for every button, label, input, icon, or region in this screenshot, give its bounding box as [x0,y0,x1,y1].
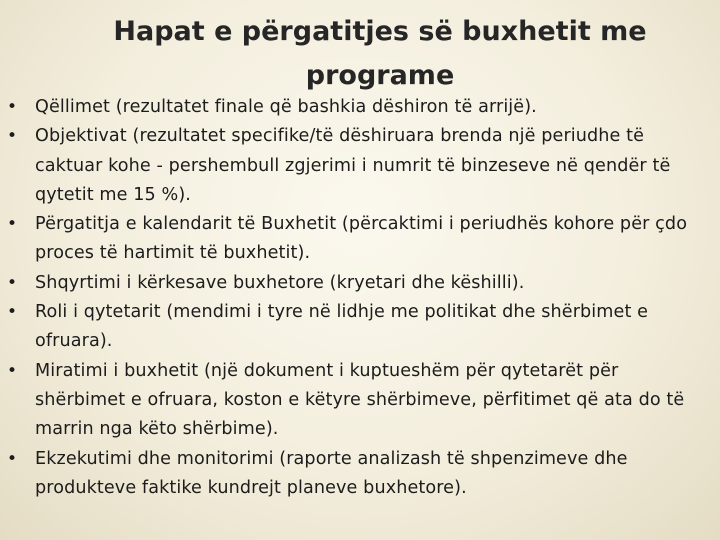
bullet-text: Miratimi i buxhetit (një dokument i kuptueshëm për qytetarët për shërbimet e ofruara, koston e këtyre shërbimeve, përfitimet që ata do të marrin nga këto shërbime). [35,360,685,440]
bullet-item [0,445,720,504]
bullet-text: Ekzekutimi dhe monitorimi (raporte analizash të shpenzimeve dhe produkteve faktike kundrejt planeve buxhetore). [35,448,628,498]
bullet-icon: • [7,97,18,117]
bullet-item [0,122,720,210]
bullet-icon: • [7,448,18,469]
bullet-text: Shqyrtimi i kërkesave buxhetore (kryetari dhe këshilli). [35,272,525,293]
bullet-item [0,298,720,357]
bullet-list [0,93,720,503]
bullet-text: Roli i qytetarit (mendimi i tyre në lidhje me politikat dhe shërbimet e ofruara). [35,302,649,352]
bullet-icon: • [7,214,18,235]
bullet-icon: • [7,360,18,381]
bullet-icon: • [7,272,18,293]
bullet-text: Qëllimet (rezultatet finale që bashkia dëshiron të arrijë). [35,97,537,117]
bullet-icon: • [7,302,18,323]
bullet-icon: • [7,126,18,147]
bullet-item [0,210,720,269]
bullet-text: Përgatitja e kalendarit të Buxhetit (përcaktimi i periudhës kohore për çdo proces të hartimit të buxhetit). [35,214,688,264]
slide-title: Hapat e përgatitjes së buxhetit me programe [113,16,647,91]
bullet-text: Objektivat (rezultatet specifike/të dëshiruara brenda një periudhe të caktuar kohe - pershembull zgjerimi i numrit të binzeseve në qendër të qytetit me 15 %). [35,126,671,205]
bullet-item [0,357,720,445]
bullet-item [0,269,720,298]
bullet-item [0,93,720,122]
